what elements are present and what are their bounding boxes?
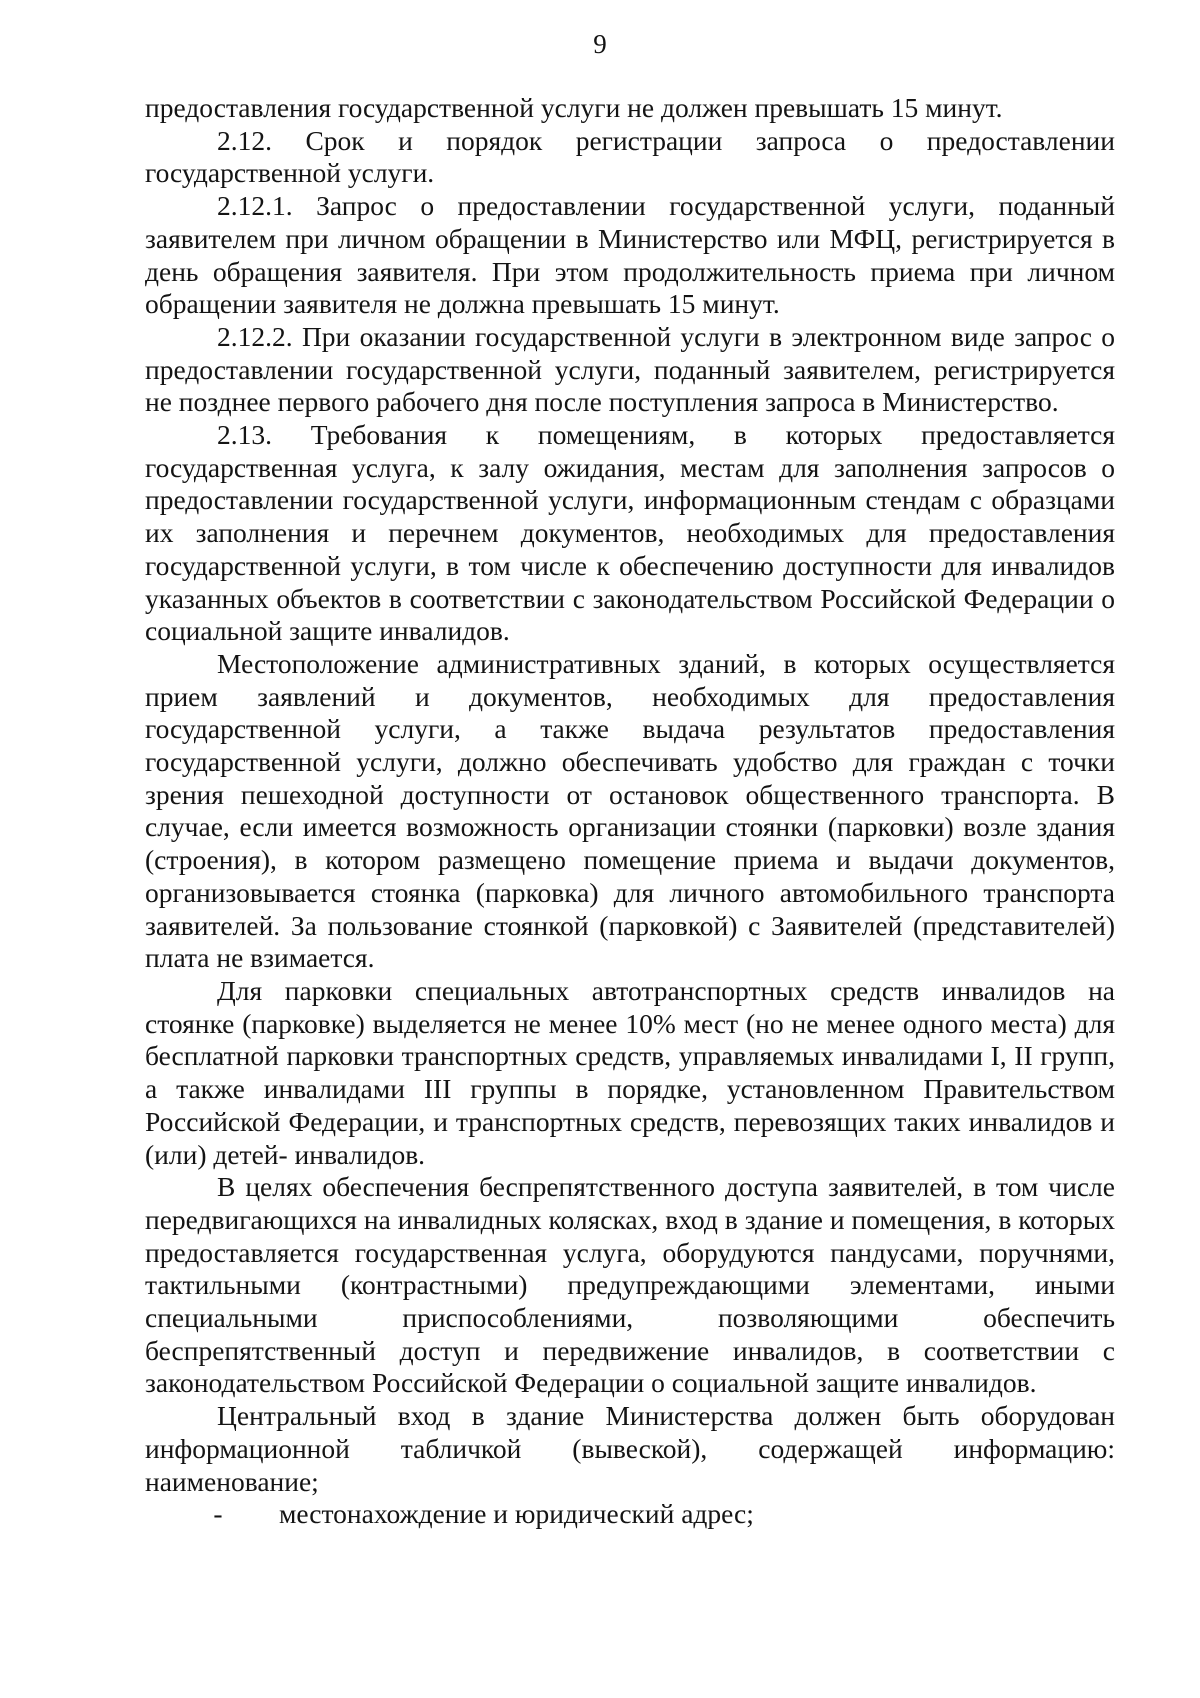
list-dash: - bbox=[213, 1498, 223, 1530]
paragraph-location: Местоположение административных зданий, в которых осуществляется прием заявлений и документов, необходимых для предоставления государственной услуги, а также выдача результатов предоставления государственной услуги, должно обеспечивать удобство для граждан с точки зрения пешеходной доступности от остановок общественного транспорта. В случае, если имеется возможность организации стоянки (парковки) возле здания (строения), в котором размещено помещение приема и выдачи документов, организовывается стоянка (парковка) для личного автомобильного транспорта заявителей. За пользование стоянкой (парковкой) с Заявителей (представителей) плата не взимается. bbox=[145, 647, 1115, 974]
document-body bbox=[145, 92, 1115, 1531]
paragraph-2-13: 2.13. Требования к помещениям, в которых предоставляется государственная услуга, к залу ожидания, местам для заполнения запросов о предоставлении государственной услуги, информационным стендам с образцами их заполнения и перечнем документов, необходимых для предоставления государственной услуги, в том числе к обеспечению доступности для инвалидов указанных объектов в соответствии с законодательством Российской Федерации о социальной защите инвалидов. bbox=[145, 419, 1115, 647]
paragraph-2-12-2: 2.12.2. При оказании государственной услуги в электронном виде запрос о предоставлении государственной услуги, поданный заявителем, регистрируется не позднее первого рабочего дня после поступления запроса в Министерство. bbox=[145, 320, 1115, 418]
page-number: 9 bbox=[593, 29, 607, 59]
paragraph-accessibility: В целях обеспечения беспрепятственного доступа заявителей, в том числе передвигающихся на инвалидных колясках, вход в здание и помещения, в которых предоставляется государственная услуга, оборудуются пандусами, поручнями, тактильными (контрастными) предупреждающими элементами, иными специальными приспособлениями, позволяющими обеспечить беспрепятственный доступ и передвижение инвалидов, в соответствии с законодательством Российской Федерации о социальной защите инвалидов. bbox=[145, 1171, 1115, 1399]
paragraph-2-12-1: 2.12.1. Запрос о предоставлении государственной услуги, поданный заявителем при личном обращении в Министерство или МФЦ, регистрируется в день обращения заявителя. При этом продолжительность приема при личном обращении заявителя не должна превышать 15 минут. bbox=[145, 190, 1115, 320]
paragraph-2-12: 2.12. Срок и порядок регистрации запроса о предоставлении государственной услуги. bbox=[145, 124, 1115, 189]
list-item bbox=[145, 1498, 1115, 1531]
paragraph-continuation: предоставления государственной услуги не должен превышать 15 минут. bbox=[145, 92, 1003, 123]
list-item-text: местонахождение и юридический адрес; bbox=[279, 1498, 754, 1530]
paragraph-parking: Для парковки специальных автотранспортных средств инвалидов на стоянке (парковке) выделяется не менее 10% мест (но не менее одного места) для бесплатной парковки транспортных средств, управляемых инвалидами I, II групп, а также инвалидами III группы в порядке, установленном Правительством Российской Федерации, и транспортных средств, перевозящих таких инвалидов и (или) детей- инвалидов. bbox=[145, 974, 1115, 1170]
paragraph-entrance: Центральный вход в здание Министерства должен быть оборудован информационной табличкой (вывеской), содержащей информацию: наименование; bbox=[145, 1400, 1115, 1497]
